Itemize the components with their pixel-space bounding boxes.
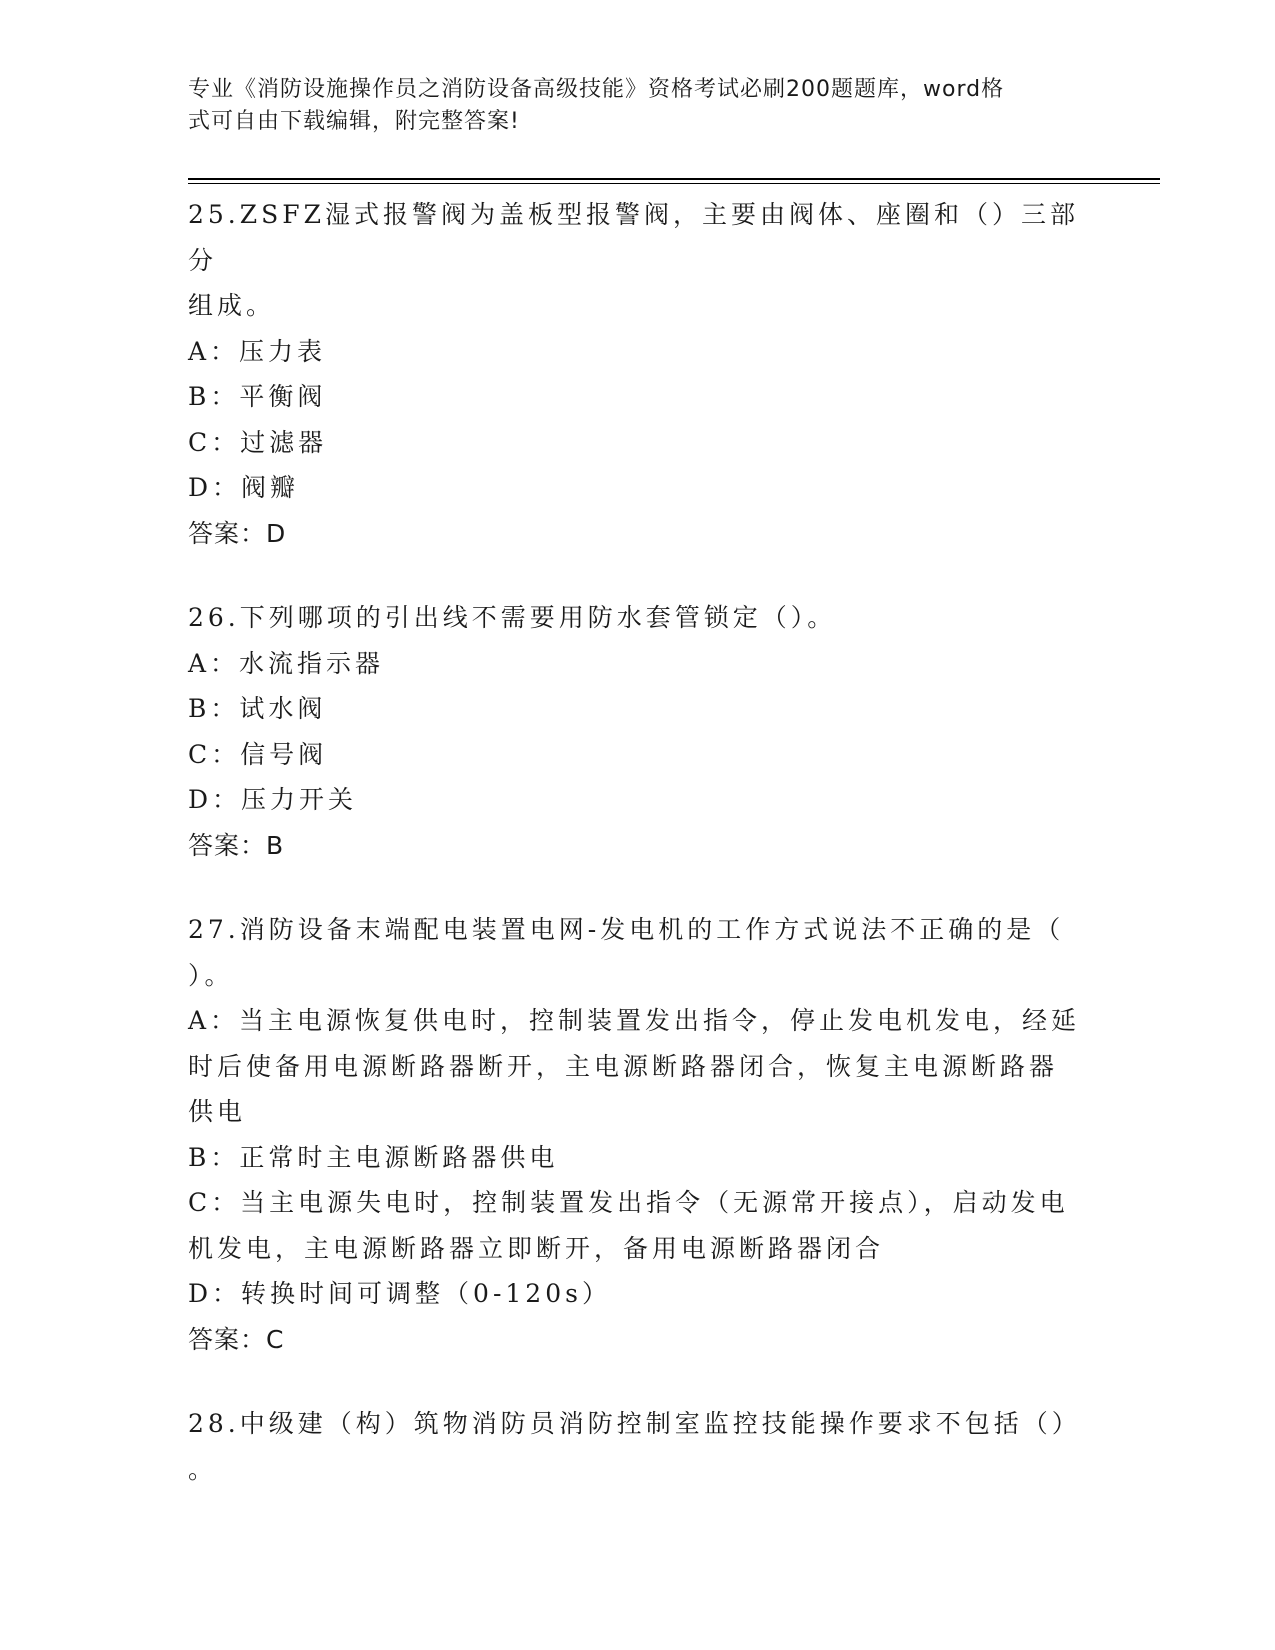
- question-27: [188, 907, 1088, 1362]
- question-text: 28.中级建（构）筑物消防员消防控制室监控技能操作要求不包括（）: [188, 1409, 1081, 1438]
- option-c-continued: 机发电，主电源断路器立即断开，备用电源断路器闭合: [188, 1233, 885, 1263]
- document-header: [188, 74, 1068, 138]
- header-line-1: 专业《消防设施操作员之消防设备高级技能》资格考试必刷200题题库，word格: [188, 77, 1005, 102]
- option-d: D：阀瓣: [188, 473, 300, 502]
- question-text: 26.下列哪项的引出线不需要用防水套管锁定（）。: [188, 603, 837, 632]
- option-a: A：水流指示器: [188, 648, 385, 678]
- option-a: A：压力表: [188, 336, 327, 366]
- question-list: [188, 192, 1088, 1531]
- option-d: D：转换时间可调整（0-120s）: [188, 1279, 611, 1308]
- question-text: 组成。: [188, 291, 276, 320]
- question-28: [188, 1401, 1088, 1492]
- option-c: C：信号阀: [188, 739, 328, 769]
- question-text: 25.ZSFZ湿式报警阀为盖板型报警阀，主要由阀体、座圈和（）三部分: [188, 200, 1079, 275]
- question-26: [188, 595, 1088, 868]
- question-25: [188, 192, 1088, 556]
- option-d: D：压力开关: [188, 785, 358, 814]
- option-b: B：试水阀: [188, 694, 327, 723]
- option-c: C：过滤器: [188, 427, 328, 457]
- option-a: A：当主电源恢复供电时，控制装置发出指令，停止发电机发电，经延: [188, 1006, 1081, 1035]
- question-text: ）。: [188, 960, 234, 990]
- header-line-2: 式可自由下载编辑，附完整答案!: [188, 109, 520, 134]
- option-b: B：正常时主电源断路器供电: [188, 1142, 559, 1172]
- option-c: C：当主电源失电时，控制装置发出指令（无源常开接点），启动发电: [188, 1188, 1069, 1217]
- question-text: 27.消防设备末端配电装置电网-发电机的工作方式说法不正确的是（: [188, 915, 1065, 944]
- question-text: 。: [188, 1454, 218, 1484]
- option-a-continued: 时后使备用电源断路器断开，主电源断路器闭合，恢复主电源断路器: [188, 1051, 1059, 1081]
- answer-line: 答案：D: [188, 518, 287, 548]
- header-divider-thin: [188, 183, 1160, 184]
- option-b: B：平衡阀: [188, 382, 327, 411]
- answer-line: 答案：B: [188, 830, 285, 860]
- header-divider-thick: [188, 178, 1160, 180]
- option-a-continued: 供电: [188, 1097, 247, 1126]
- answer-line: 答案：C: [188, 1324, 285, 1354]
